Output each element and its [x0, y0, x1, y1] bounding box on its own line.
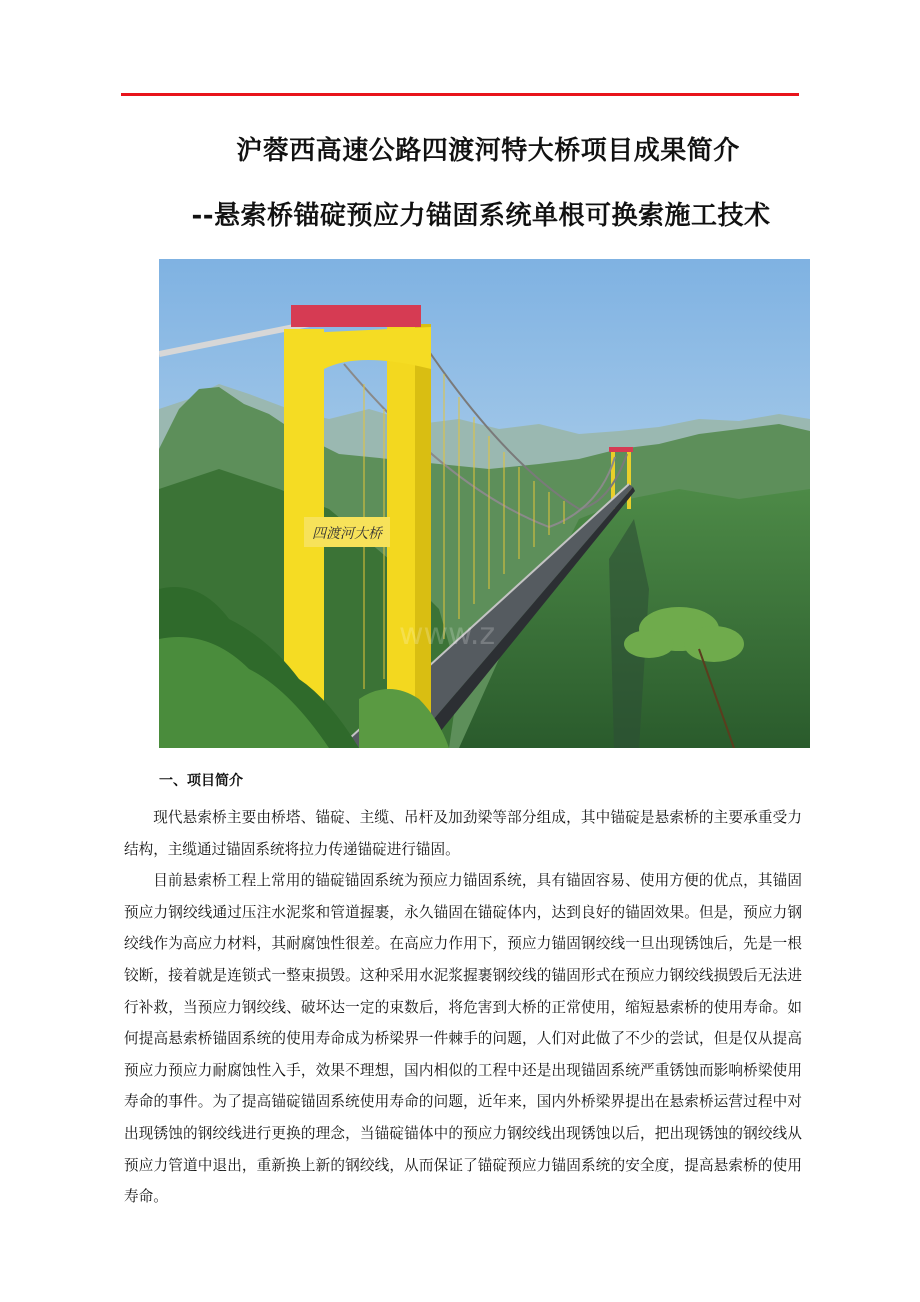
paragraph-2: 目前悬索桥工程上常用的锚碇锚固系统为预应力锚固系统，具有锚固容易、使用方便的优点，其锚固预应力钢绞线通过压注水泥浆和管道握裹，永久锚固在锚碇体内，达到良好的锚固效果。但是，预应力钢绞线作为高应力材料，其耐腐蚀性很差。在高应力作用下，预应力锚固钢绞线一旦出现锈蚀后，先是一根铰断，接着就是连锁式一整束损毁。这种采用水泥浆握裹钢绞线的锚固形式在预应力钢绞线损毁后无法进行补救，当预应力钢绞线、破坏达一定的束数后，将危害到大桥的正常使用，缩短悬索桥的使用寿命。如何提高悬索桥锚固系统的使用寿命成为桥梁界一件棘手的问题，人们对此做了不少的尝试，但是仅从提高预应力预应力耐腐蚀性入手，效果不理想，国内相似的工程中还是出现锚固系统严重锈蚀而影响桥梁使用寿命的事件。为了提高锚碇锚固系统使用寿命的问题，近年来，国内外桥梁界提出在悬索桥运营过程中对出现锈蚀的钢绞线进行更换的理念，当锚碇锚体中的预应力钢绞线出现锈蚀以后，把出现锈蚀的钢绞线从预应力管道中退出，重新换上新的钢绞线，从而保证了锚碇预应力锚固系统的安全度，提高悬索桥的使用寿命。 [124, 872, 802, 1206]
section-body [124, 802, 802, 1213]
section-heading: 一、项目简介 [159, 773, 243, 789]
document-title: 沪蓉西高速公路四渡河特大桥项目成果简介 [236, 136, 740, 166]
document-subtitle: --悬索桥锚碇预应力锚固系统单根可换索施工技术 [191, 201, 771, 231]
tower-inscription: 四渡河大桥 [312, 526, 382, 542]
tower-cap [291, 305, 421, 327]
header-rule [121, 93, 799, 96]
far-tower-cap [609, 447, 633, 452]
watermark: www.z [399, 617, 496, 652]
bridge-photo [159, 259, 810, 748]
tower-leg-right-shade [415, 324, 431, 744]
paragraph-1: 现代悬索桥主要由桥塔、锚碇、主缆、吊杆及加劲梁等部分组成，其中锚碇是悬索桥的主要承重受力结构，主缆通过锚固系统将拉力传递锚碇进行锚固。 [124, 809, 802, 858]
